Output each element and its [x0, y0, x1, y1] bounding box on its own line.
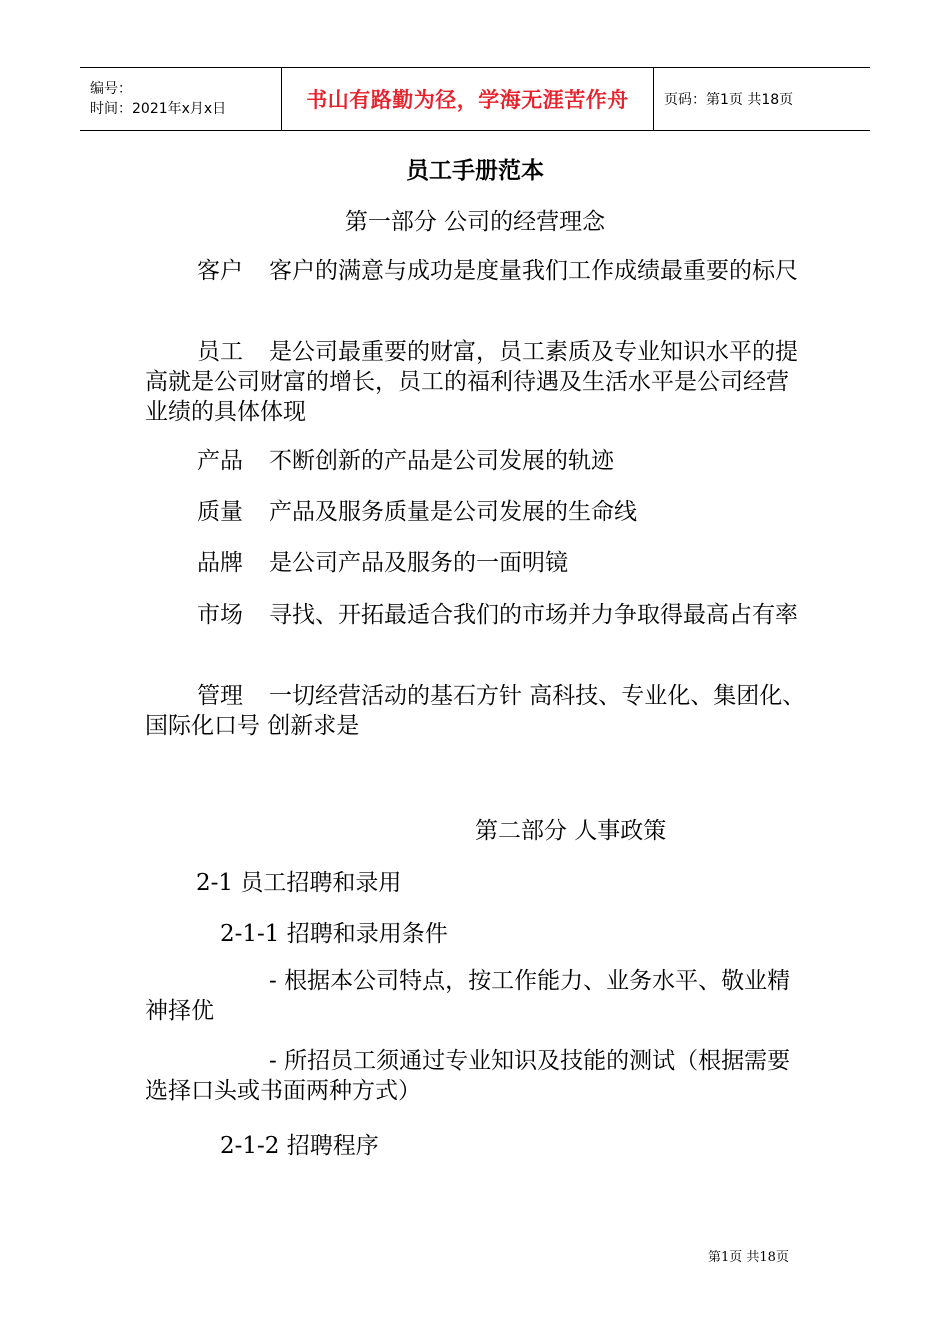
principle-term: 质量 — [197, 499, 243, 525]
principle-text: 产品及服务质量是公司发展的生命线 — [269, 499, 637, 525]
section-2-1: 2-1 员工招聘和录用 — [196, 870, 402, 896]
principle-term: 品牌 — [197, 550, 243, 576]
principle-customer — [145, 256, 810, 286]
principle-management — [145, 681, 810, 741]
motto: 书山有路勤为径，学海无涯苦作舟 — [306, 87, 629, 112]
principle-text: 不断创新的产品是公司发展的轨迹 — [269, 448, 614, 474]
principle-term: 管理 — [197, 683, 243, 709]
principle-employee — [145, 337, 810, 427]
principle-quality — [145, 497, 810, 527]
principle-product — [145, 446, 810, 476]
list-item: - 所招员工须通过专业知识及技能的测试（根据需要选择口头或书面两种方式） — [145, 1048, 791, 1104]
principle-market — [145, 600, 810, 630]
principle-text: 是公司产品及服务的一面明镜 — [269, 550, 568, 576]
part1-title: 第一部分 公司的经营理念 — [344, 209, 606, 235]
footer-page-info: 第1页 共18页 — [708, 1250, 789, 1265]
header-table — [80, 67, 870, 131]
principle-term: 市场 — [197, 602, 243, 628]
header-motto-cell — [282, 68, 654, 130]
principle-brand — [145, 548, 810, 578]
header-meta — [80, 68, 282, 130]
list-item: - 根据本公司特点，按工作能力、业务水平、敬业精神择优 — [145, 968, 791, 1024]
header-page-info: 页码：第1页 共18页 — [664, 92, 794, 108]
principle-text: 客户的满意与成功是度量我们工作成绩最重要的标尺 — [269, 258, 798, 284]
principle-text: 一切经营活动的基石方针 高科技、专业化、集团化、国际化口号 创新求是 — [145, 683, 806, 739]
time-label: 时间：2021年x月x日 — [90, 101, 227, 117]
section-2-1-2: 2-1-2 招聘程序 — [220, 1133, 379, 1159]
principle-term: 产品 — [197, 448, 243, 474]
principle-term: 客户 — [197, 258, 243, 284]
document-title: 员工手册范本 — [406, 157, 544, 184]
section-2-1-1: 2-1-1 招聘和录用条件 — [220, 921, 448, 947]
part2-title: 第二部分 人事政策 — [475, 818, 667, 844]
principle-term: 员工 — [197, 339, 243, 365]
principle-text: 寻找、开拓最适合我们的市场并力争取得最高占有率 — [269, 602, 798, 628]
number-label: 编号： — [90, 81, 132, 97]
principle-text: 是公司最重要的财富，员工素质及专业知识水平的提高就是公司财富的增长，员工的福利待遇及生活水平是公司经营业绩的具体体现 — [145, 339, 798, 425]
